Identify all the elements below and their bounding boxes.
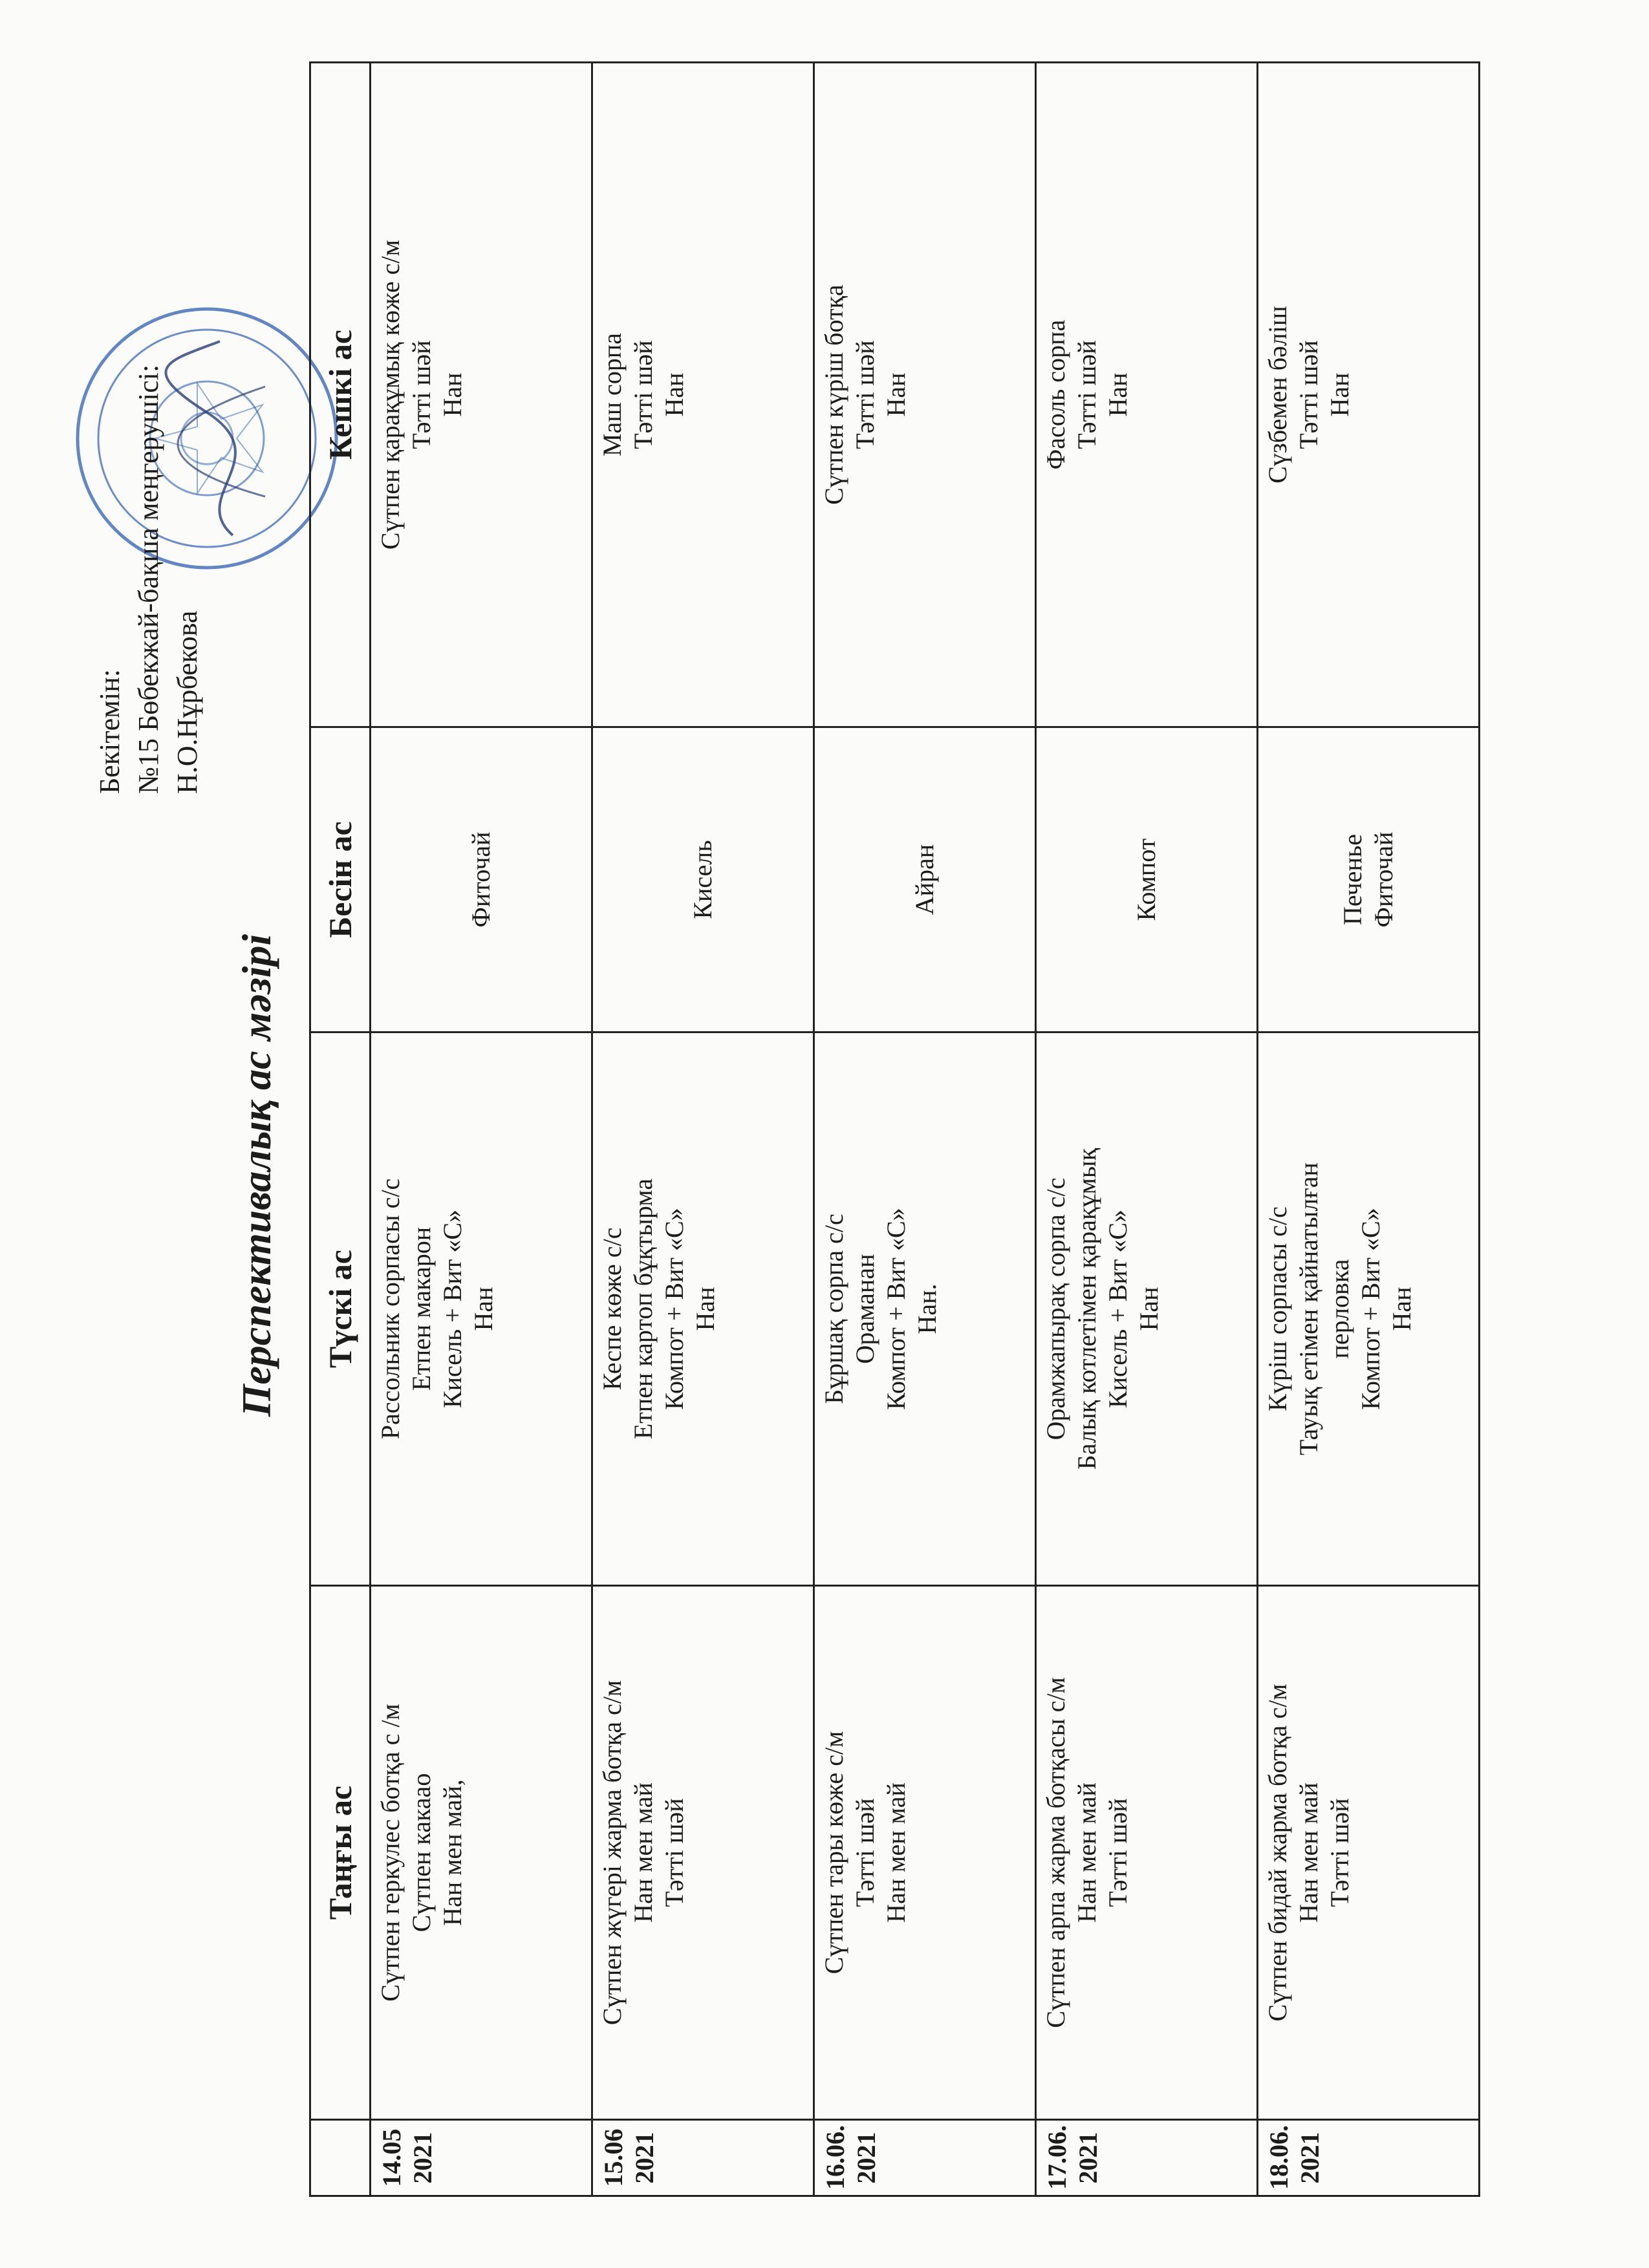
breakfast-line: Сүтпен тары көже с/м: [819, 1731, 848, 1974]
breakfast-cell: [592, 1586, 814, 2120]
breakfast-line: Нан мен май: [1072, 1782, 1101, 1923]
lunch-line: Орамжапырақ сорпа с/с: [1041, 1177, 1070, 1440]
dinner-line: Маш сорпа: [598, 332, 627, 457]
snack-cell: [592, 727, 814, 1032]
lunch-cell: [1258, 1032, 1480, 1586]
lunch-cell: [1036, 1032, 1258, 1586]
lunch-line: Компот + Вит «С»: [881, 1208, 911, 1410]
header-cell: Бесін ас: [310, 727, 371, 1032]
dinner-line: Фасоль сорпа: [1041, 319, 1070, 470]
breakfast-cell: [814, 1586, 1036, 2120]
lunch-line: Нан.: [912, 1283, 942, 1334]
lunch-line: Компот + Вит «С»: [660, 1208, 689, 1410]
menu-table: [309, 61, 1480, 2197]
breakfast-line: Сүтпен жүгері жарма ботқа с/м: [598, 1680, 627, 2026]
snack-cell: [371, 727, 592, 1032]
dinner-line: Сүтпен қарақұмық көже с/м: [376, 239, 405, 550]
dinner-line: Тәтті шәй: [1072, 340, 1101, 449]
breakfast-line: Сүтпен геркулес ботқа с /м: [376, 1704, 405, 2002]
breakfast-line: Сүтпен какаао: [407, 1773, 436, 1932]
table-row: [1258, 63, 1480, 2196]
snack-cell: [1258, 727, 1480, 1032]
dinner-line: Нан: [660, 372, 689, 417]
breakfast-line: Тәтті шәй: [1325, 1798, 1354, 1907]
breakfast-line: Тәтті шәй: [1103, 1798, 1132, 1907]
date-line: 2021: [1073, 2132, 1103, 2184]
snack-line: Айран: [910, 844, 939, 915]
dinner-cell: [592, 63, 814, 727]
snack-line: Печенье: [1338, 834, 1367, 925]
header-cell: [310, 2120, 371, 2196]
lunch-line: Етпен макарон: [407, 1226, 436, 1391]
lunch-line: Етпен картоп бұқтырма: [629, 1178, 658, 1440]
breakfast-line: Сүтпен арпа жарма ботқасы с/м: [1041, 1677, 1070, 2028]
approval-name: Н.О.Нұрбекова: [171, 610, 203, 794]
lunch-line: Тауық етімен қайнатылған: [1294, 1162, 1323, 1455]
lunch-line: Бұршақ сорпа с/с: [819, 1214, 848, 1404]
header-cell: Таңғы ас: [310, 1586, 371, 2120]
date-line: 15.06: [599, 2128, 628, 2187]
approval-label: Бекітемін:: [94, 669, 125, 794]
header-cell: Түскі ас: [310, 1032, 371, 1586]
snack-line: Компот: [1132, 838, 1161, 921]
dinner-line: Сүтпен күріш ботқа: [819, 284, 848, 505]
dinner-line: Тәтті шәй: [850, 340, 879, 449]
breakfast-cell: [1258, 1586, 1480, 2120]
snack-cell: [1036, 727, 1258, 1032]
lunch-line: Балық котлетімен қарақұмық: [1072, 1148, 1101, 1470]
snack-line: Фиточай: [1369, 831, 1398, 928]
date-line: 2021: [852, 2132, 881, 2184]
date-line: 16.06.: [821, 2125, 850, 2190]
lunch-line: Нан: [691, 1287, 720, 1331]
dinner-line: Сүзбемен бәліш: [1263, 306, 1292, 484]
page-title: Перспективалық ас мәзірі: [233, 934, 279, 1417]
lunch-line: Нан: [1134, 1287, 1163, 1331]
dinner-line: Тәтті шәй: [1294, 340, 1323, 449]
breakfast-line: Сүтпен бидай жарма ботқа с/м: [1263, 1684, 1292, 2022]
dinner-cell: [1258, 63, 1480, 727]
date-cell: [814, 2120, 1036, 2196]
lunch-line: Нан: [1387, 1287, 1416, 1331]
date-line: 2021: [408, 2132, 437, 2184]
lunch-line: Кисель + Вит «С»: [438, 1209, 467, 1409]
menu-rows: [371, 63, 1480, 2196]
date-cell: [1258, 2120, 1480, 2196]
breakfast-line: Тәтті шәй: [850, 1798, 879, 1907]
lunch-cell: [592, 1032, 814, 1586]
dinner-line: Нан: [881, 372, 911, 417]
breakfast-line: Нан мен май: [1294, 1782, 1323, 1923]
breakfast-line: Нан мен май: [881, 1782, 911, 1923]
dinner-cell: [814, 63, 1036, 727]
header-row: [310, 63, 371, 2196]
breakfast-line: Нан мен май,: [438, 1779, 467, 1926]
header-cell: Кешкі ас: [310, 63, 371, 727]
dinner-line: Тәтті шәй: [407, 340, 436, 449]
date-cell: [592, 2120, 814, 2196]
breakfast-cell: [371, 1586, 592, 2120]
dinner-line: Нан: [1325, 372, 1354, 417]
date-line: 14.05: [377, 2128, 406, 2187]
lunch-line: перловка: [1325, 1259, 1354, 1359]
date-line: 2021: [1295, 2132, 1324, 2184]
approval-position: №15 Бөбекжай-бақша меңгерушісі:: [133, 364, 164, 794]
dinner-line: Нан: [438, 372, 467, 417]
approval-block: [91, 365, 207, 794]
dinner-line: Тәтті шәй: [629, 340, 658, 449]
dinner-cell: [371, 63, 592, 727]
lunch-line: Рассольник сорпасы с/с: [376, 1178, 405, 1440]
date-cell: [1036, 2120, 1258, 2196]
date-cell: [371, 2120, 592, 2196]
table-row: [592, 63, 814, 2196]
lunch-line: Нан: [469, 1287, 498, 1331]
lunch-line: Компот + Вит «С»: [1356, 1208, 1385, 1410]
breakfast-cell: [1036, 1586, 1258, 2120]
lunch-line: Ораманан: [850, 1254, 879, 1364]
date-line: 17.06.: [1042, 2125, 1072, 2190]
table-row: [1036, 63, 1258, 2196]
dinner-line: Нан: [1103, 372, 1132, 417]
lunch-cell: [814, 1032, 1036, 1586]
lunch-cell: [371, 1032, 592, 1586]
breakfast-line: Тәтті шәй: [660, 1798, 689, 1907]
dinner-cell: [1036, 63, 1258, 727]
snack-cell: [814, 727, 1036, 1032]
snack-line: Фиточай: [466, 831, 495, 928]
table-row: [814, 63, 1036, 2196]
lunch-line: Кеспе көже с/с: [598, 1227, 627, 1391]
lunch-line: Кисель + Вит «С»: [1103, 1209, 1132, 1409]
breakfast-line: Нан мен май: [629, 1782, 658, 1923]
table-row: [371, 63, 592, 2196]
lunch-line: Күріш сорпасы с/с: [1263, 1206, 1292, 1411]
snack-line: Кисель: [688, 840, 717, 919]
date-line: 2021: [630, 2132, 659, 2184]
date-line: 18.06.: [1264, 2125, 1293, 2190]
